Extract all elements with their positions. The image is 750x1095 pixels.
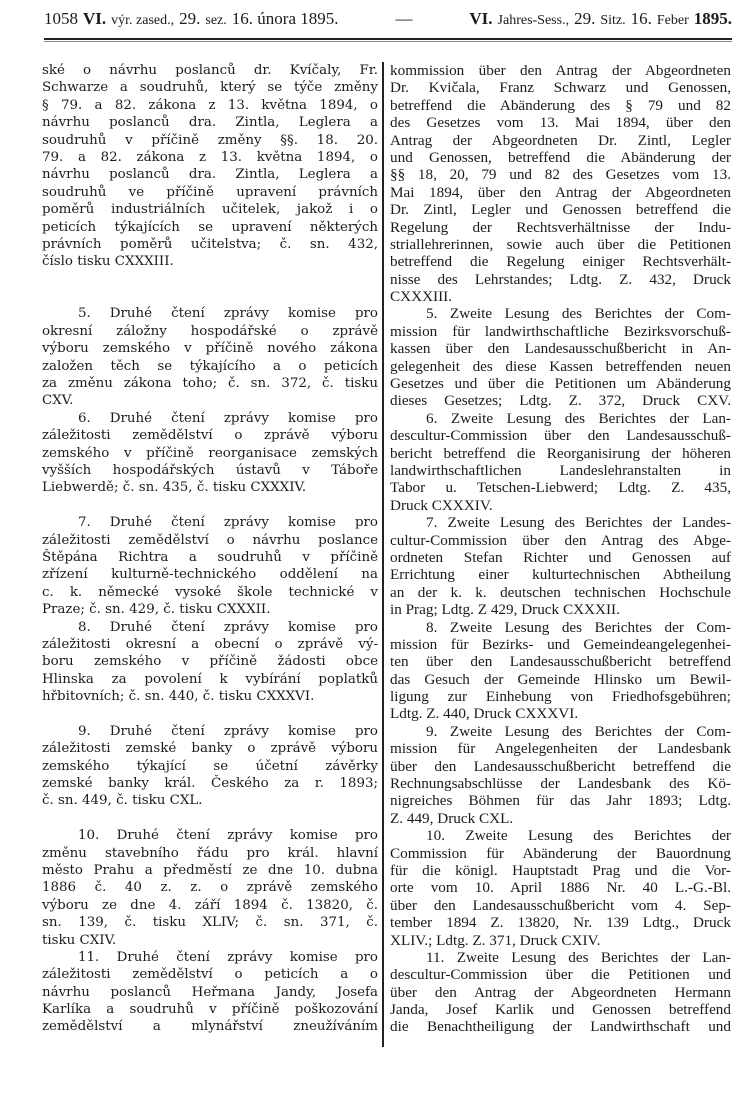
- page-header: [44, 9, 732, 31]
- text-line: poměrů industriálních učitelek, jakož i o: [42, 202, 378, 218]
- text-line: CXV.: [42, 393, 74, 409]
- text-line: vyšších hospodářských ústavů v Táboře: [42, 462, 378, 478]
- text-line: město Prahu a předměstí ze dne 10. dubna: [42, 862, 378, 878]
- text-line: Mai 1894, über den Antrag der Abgeordneten: [390, 183, 731, 201]
- text-line: 79. a 82. zákona z 13. května 1894, o: [42, 149, 378, 165]
- text-line: Errichtung einer kulturtechnischen Abtheilung: [390, 566, 731, 584]
- text-line: Štěpána Richtra a soudruhů v příčině: [42, 549, 378, 565]
- paragraph: [390, 949, 731, 1036]
- text-line: Druck CXXXIV.: [390, 496, 493, 514]
- text-line: založen těch se týkajícího a o peticích: [42, 358, 378, 374]
- paragraph: [390, 305, 731, 409]
- text-line: ordneten Stefan Richter und Genossen auf: [390, 548, 731, 566]
- text-line: XLIV.; Ldtg. Z. 371, Druck CXIV.: [390, 931, 601, 949]
- text-line: Liebwerdě; č. sn. 435, č. tisku CXXXIV.: [42, 480, 307, 496]
- paragraph-gap: [42, 705, 378, 722]
- cz-session-label: výr. zased.,: [111, 13, 175, 28]
- paragraph: [390, 410, 731, 514]
- text-line: zemské banky král. Českého za r. 1893;: [42, 776, 378, 792]
- de-date-day: 16.: [630, 9, 652, 28]
- cz-sitting: 29.: [179, 9, 201, 28]
- paragraph: [390, 827, 731, 949]
- text-line: Antrag der Abgeordneten Dr. Zintl, Legler: [390, 131, 731, 149]
- text-line: sn. 139, č. tisku XLIV; č. sn. 371, č.: [42, 915, 378, 931]
- de-sitting-label: Sitz.: [600, 13, 626, 28]
- german-column: [390, 62, 731, 1036]
- text-line: 5. Zweite Lesung des Berichtes der Com-: [426, 305, 731, 323]
- text-line: kommission über den Antrag der Abgeordneten: [390, 62, 731, 79]
- text-line: záležitosti zemské banky o zprávě výboru: [42, 741, 378, 757]
- text-line: Rechnungsabschlüsse der Landesbank des Kö-: [390, 775, 731, 793]
- text-line: Gesetzes und über die Petitionen um Abänderung: [390, 375, 731, 393]
- paragraph: [390, 62, 731, 305]
- paragraph: [390, 723, 731, 827]
- text-line: 10. Druhé čtení zprávy komise pro: [78, 828, 378, 844]
- text-line: landwirthschaftlichen Landeslehranstalten in: [390, 461, 731, 479]
- text-line: soudruhů ve příčině upravení právních: [42, 184, 378, 200]
- header-czech: [44, 9, 339, 29]
- text-line: ten über den Landesausschußbericht betreffend: [390, 653, 731, 671]
- text-line: striallehrerinnen, sowie auch über die Petitionen: [390, 235, 731, 253]
- text-line: návrhu poslanců dra. Zintla, Leglera a: [42, 115, 378, 131]
- text-line: 5. Druhé čtení zprávy komise pro: [78, 306, 378, 322]
- text-line: descultur-Commission über den Landesausschuß-: [390, 427, 731, 445]
- text-line: 1886 č. 40 z. z. o zprávě zemského: [42, 880, 378, 896]
- text-line: für die königl. Hauptstadt Prag und die Vor-: [390, 861, 731, 879]
- text-line: betreffend die Abänderung des § 79 und 82: [390, 96, 731, 114]
- text-line: nigreiches Böhmen für das Jahr 1893; Ldtg.: [390, 792, 731, 810]
- text-line: Karlíka a soudruhů v příčině poškozování: [42, 1002, 378, 1018]
- text-line: Ldtg. Z. 440, Druck CXXXVI.: [390, 705, 579, 723]
- czech-column: [42, 62, 378, 1036]
- text-line: 9. Druhé čtení zprávy komise pro: [78, 723, 378, 739]
- paragraph: [42, 62, 378, 271]
- text-line: hřbitovních; č. sn. 440, č. tisku CXXXVI.: [42, 689, 315, 705]
- header-rule: [44, 38, 732, 40]
- text-line: CXXXIII.: [390, 288, 453, 306]
- text-line: Commission für Abänderung der Bauordnung: [390, 844, 731, 862]
- text-line: descultur-Commission über die Petitionen und: [390, 966, 731, 984]
- text-line: výboru zemského v příčině nového zákona: [42, 341, 378, 357]
- text-line: gelegenheit des diese Kassen betreffenden neuen: [390, 357, 731, 375]
- text-line: mission für landwirthschaftliche Bezirksvorschuß-: [390, 322, 731, 340]
- text-line: über den Landesausschußbericht vom 4. Sep-: [390, 896, 731, 914]
- text-line: zemědělství a mlynářství zneužíváním: [42, 1019, 378, 1035]
- text-line: 9. Zweite Lesung des Berichtes der Com-: [426, 722, 731, 740]
- text-line: das Gesuch der Gemeinde Hlinsko um Bewil-: [390, 670, 731, 688]
- text-line: dieses Gesetzes; Ldtg. Z. 372, Druck CXV.: [390, 392, 731, 410]
- text-line: za změnu zákona toho; č. sn. 372, č. tisku: [42, 376, 378, 392]
- text-line: 11. Zweite Lesung des Berichtes der Lan-: [426, 948, 731, 966]
- text-line: ské o návrhu poslanců dr. Kvíčaly, Fr.: [42, 63, 378, 78]
- de-sitting: 29.: [574, 9, 596, 28]
- text-line: orte vom 10. April 1886 Nr. 40 L.-G.-Bl.: [390, 879, 731, 897]
- text-line: zřízení kulturně-technického oddělení na: [42, 567, 378, 583]
- paragraph: [42, 410, 378, 497]
- text-line: peticích týkajících se upravení některých: [42, 219, 378, 235]
- text-line: Z. 449, Druck CXL.: [390, 809, 514, 827]
- text-line: nisse des Lehrstandes; Ldtg. Z. 432, Druck: [390, 270, 731, 288]
- text-line: návrhu poslanců Heřmana Jandy, Josefa: [42, 984, 378, 1000]
- text-line: tisku CXIV.: [42, 932, 117, 948]
- text-line: über den Antrag der Abgeordneten Hermann: [390, 983, 731, 1001]
- header-german: [469, 9, 732, 29]
- text-line: Dr. Zintl, Legler und Genossen betreffend die: [390, 201, 731, 219]
- text-line: des Gesetzes vom 13. Mai 1894, über den: [390, 114, 731, 132]
- text-line: §§ 18, 20, 79 und 82 des Gesetzes vom 13.: [390, 166, 731, 184]
- text-line: změnu stavebního řádu pro král. hlavní: [42, 845, 378, 861]
- text-line: záležitosti zemědělství o peticích a o: [42, 967, 378, 983]
- column-divider: [382, 62, 384, 1047]
- text-line: výboru ze dne 4. září 1894 č. 13820, č.: [42, 897, 378, 913]
- text-line: Praze; č. sn. 429, č. tisku CXXXII.: [42, 602, 271, 618]
- text-line: č. sn. 449, č. tisku CXL.: [42, 793, 203, 809]
- text-line: 6. Druhé čtení zprávy komise pro: [78, 410, 378, 426]
- text-line: 11. Druhé čtení zprávy komise pro: [78, 949, 378, 965]
- text-line: číslo tisku CXXXIII.: [42, 254, 174, 270]
- paragraph: [42, 949, 378, 1036]
- text-line: zemského v příčině reorganisace zemských: [42, 445, 378, 461]
- paragraph-gap: [42, 271, 378, 288]
- paragraph: [42, 305, 378, 409]
- header-dash: —: [395, 9, 413, 28]
- paragraph: [42, 827, 378, 949]
- text-line: in Prag; Ldtg. Z 429, Druck CXXXII.: [390, 601, 620, 619]
- text-line: záležitosti zemědělství o návrhu poslance: [42, 532, 378, 548]
- text-line: und Genossen, betreffend die Abänderung der: [390, 148, 731, 166]
- cz-session: VI.: [83, 9, 107, 28]
- text-line: záležitosti zemědělství o zprávě výboru: [42, 428, 378, 444]
- text-line: 8. Zweite Lesung des Berichtes der Com-: [426, 618, 731, 636]
- text-line: 10. Zweite Lesung des Berichtes der: [426, 827, 731, 845]
- text-line: über den Landesausschußbericht betreffend die: [390, 757, 731, 775]
- text-line: zemského týkající se účetní závěrky: [42, 758, 378, 774]
- text-line: Tabor u. Tetschen-Liebwerd; Ldtg. Z. 435,: [390, 479, 731, 497]
- header-rule-thin: [44, 41, 732, 42]
- paragraph: [42, 619, 378, 706]
- text-line: bericht betreffend die Reorganisirung der höheren: [390, 444, 731, 462]
- paragraph: [42, 514, 378, 618]
- paragraph-gap: [42, 497, 378, 514]
- text-line: 7. Zweite Lesung des Berichtes der Landes-: [426, 514, 731, 532]
- paragraph-gap: [42, 288, 378, 305]
- de-date-month: Feber: [656, 13, 689, 28]
- de-session-label: Jahres-Sess.,: [497, 13, 570, 28]
- text-line: betreffend die Regelung einiger Rechtsverhält-: [390, 253, 731, 271]
- paragraph: [42, 723, 378, 810]
- text-line: boru zemského v příčině žádosti obce: [42, 654, 378, 670]
- text-line: záležitosti okresní a obecní o zprávě vý-: [42, 636, 378, 652]
- text-line: cultur-Commission über den Antrag des Abge-: [390, 531, 731, 549]
- paragraph-gap: [42, 810, 378, 827]
- text-line: 8. Druhé čtení zprávy komise pro: [78, 619, 378, 635]
- page-number: 1058: [44, 9, 78, 28]
- text-line: Hlinska za povolení k vybírání poplatků: [42, 671, 378, 687]
- text-line: § 79. a 82. zákona z 13. května 1894, o: [42, 97, 378, 113]
- text-line: Schwarze a soudruhů, který se týče změny: [42, 80, 378, 96]
- text-line: 7. Druhé čtení zprávy komise pro: [78, 515, 378, 531]
- de-date-year: 1895.: [693, 9, 732, 28]
- text-line: Regelung der Rechtsverhältnisse der Indu-: [390, 218, 731, 236]
- text-line: ligung zur Einhebung von Friedhofsgebühren;: [390, 688, 731, 706]
- de-session: VI.: [469, 9, 493, 28]
- text-line: návrhu poslanců dra. Zintla, Leglera a: [42, 167, 378, 183]
- paragraph: [390, 514, 731, 618]
- text-line: mission für Angelegenheiten der Landesbank: [390, 740, 731, 758]
- cz-date: 16. února 1895.: [231, 9, 339, 28]
- text-line: právních poměrů učitelstva; č. sn. 432,: [42, 236, 378, 252]
- text-line: okresní záložny hospodářské o zprávě: [42, 323, 378, 339]
- text-line: die Benachtheiligung der Landwirthschaft und: [390, 1018, 731, 1036]
- text-line: an der k. k. deutschen technischen Hochschule: [390, 583, 731, 601]
- text-line: mission für Bezirks- und Gemeindeangelegenhei-: [390, 635, 731, 653]
- text-line: tember 1894 Z. 13820, Nr. 139 Ldtg., Druck: [390, 914, 731, 932]
- text-line: 6. Zweite Lesung des Berichtes der Lan-: [426, 409, 731, 427]
- text-line: c. k. německé vysoké škole technické v: [42, 584, 378, 600]
- text-line: Dr. Kvičala, Franz Schwarz und Genossen,: [390, 79, 731, 97]
- paragraph: [390, 619, 731, 723]
- text-line: kassen über den Landesausschußbericht in An-: [390, 340, 731, 358]
- cz-sitting-label: sez.: [205, 13, 227, 28]
- text-line: Janda, Josef Karlik und Genossen betreffend: [390, 1001, 731, 1019]
- text-line: soudruhů v příčině změny §§. 18. 20.: [42, 132, 378, 148]
